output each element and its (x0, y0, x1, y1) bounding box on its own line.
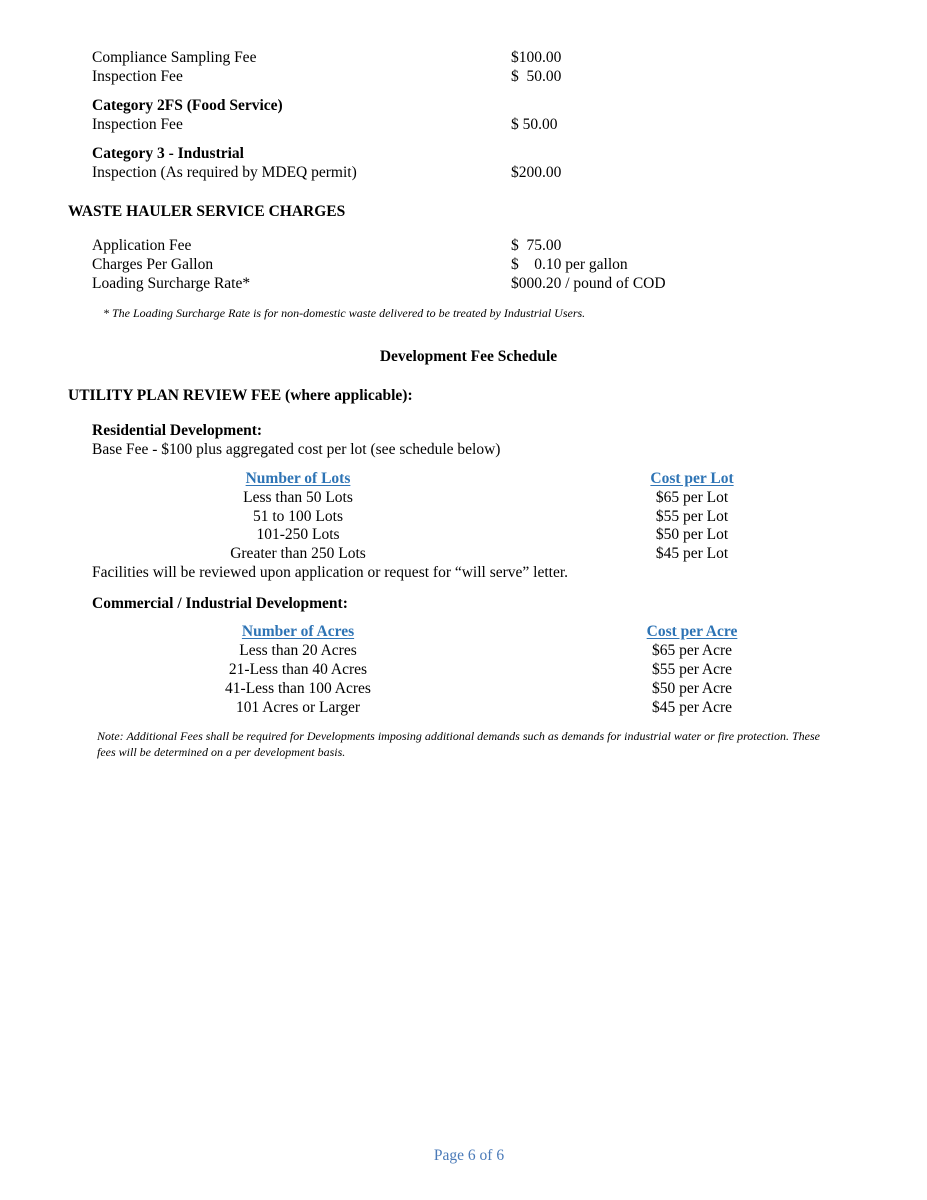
dev-fee-title: Development Fee Schedule (379, 348, 558, 365)
page-number: Page 6 of 6 (433, 1147, 505, 1164)
waste-fee-amount: $ 75.00 (511, 237, 562, 254)
lot-cost: $55 per Lot (655, 508, 729, 525)
lot-range: 51 to 100 Lots (253, 508, 343, 525)
waste-footnote: * The Loading Surcharge Rate is for non-domestic waste delivered to be treated by Industrial Users. (103, 306, 586, 320)
fee-amount-compliance-sampling: $100.00 (511, 49, 562, 66)
category-3-title: Category 3 - Industrial (92, 145, 244, 162)
waste-fee-label: Loading Surcharge Rate* (92, 275, 251, 292)
acre-range: Less than 20 Acres (239, 642, 357, 659)
category-2fs-label: Inspection Fee (92, 116, 183, 133)
fee-amount-inspection: $ 50.00 (511, 68, 562, 85)
acre-range: 21-Less than 40 Acres (228, 661, 368, 678)
acre-cost: $45 per Acre (651, 699, 733, 716)
residential-base-fee: Base Fee - $100 plus aggregated cost per lot (see schedule below) (92, 441, 501, 458)
waste-fee-label: Charges Per Gallon (92, 256, 214, 273)
waste-fee-amount: $ 0.10 per gallon (511, 256, 628, 273)
cost-per-lot-column-header: Cost per Lot (650, 470, 734, 487)
waste-fee-amount: $000.20 / pound of COD (511, 275, 666, 292)
lot-cost: $45 per Lot (655, 545, 729, 562)
fee-label-compliance-sampling: Compliance Sampling Fee (92, 49, 257, 66)
lot-cost: $50 per Lot (655, 526, 729, 543)
acre-cost: $55 per Acre (651, 661, 733, 678)
category-3-amount: $200.00 (511, 164, 562, 181)
acre-range: 41-Less than 100 Acres (225, 680, 371, 697)
acre-cost: $50 per Acre (651, 680, 733, 697)
acre-cost: $65 per Acre (651, 642, 733, 659)
additional-fees-note: Note: Additional Fees shall be required for Developments imposing additional demands such as demands for industrial water or fire protection. These fees will be determined on a per development basis. (97, 729, 820, 759)
residential-title: Residential Development: (92, 422, 263, 439)
lot-range: Greater than 250 Lots (230, 545, 366, 562)
plan-review-heading: UTILITY PLAN REVIEW FEE (where applicable): (68, 387, 413, 404)
lot-cost: $65 per Lot (655, 489, 729, 506)
cost-per-acre-column-header: Cost per Acre (646, 623, 738, 640)
waste-fee-label: Application Fee (92, 237, 192, 254)
lot-range: Less than 50 Lots (243, 489, 353, 506)
commercial-title: Commercial / Industrial Development: (92, 595, 348, 612)
category-2fs-title: Category 2FS (Food Service) (92, 97, 283, 114)
category-2fs-amount: $ 50.00 (511, 116, 558, 133)
waste-hauler-heading: WASTE HAULER SERVICE CHARGES (68, 203, 346, 220)
lot-range: 101-250 Lots (256, 526, 340, 543)
category-3-label: Inspection (As required by MDEQ permit) (92, 164, 357, 181)
acres-column-header: Number of Acres (241, 623, 355, 640)
lots-column-header: Number of Lots (245, 470, 351, 487)
residential-will-serve-note: Facilities will be reviewed upon application or request for “will serve” letter. (92, 564, 569, 581)
fee-label-inspection: Inspection Fee (92, 68, 183, 85)
acre-range: 101 Acres or Larger (235, 699, 361, 716)
